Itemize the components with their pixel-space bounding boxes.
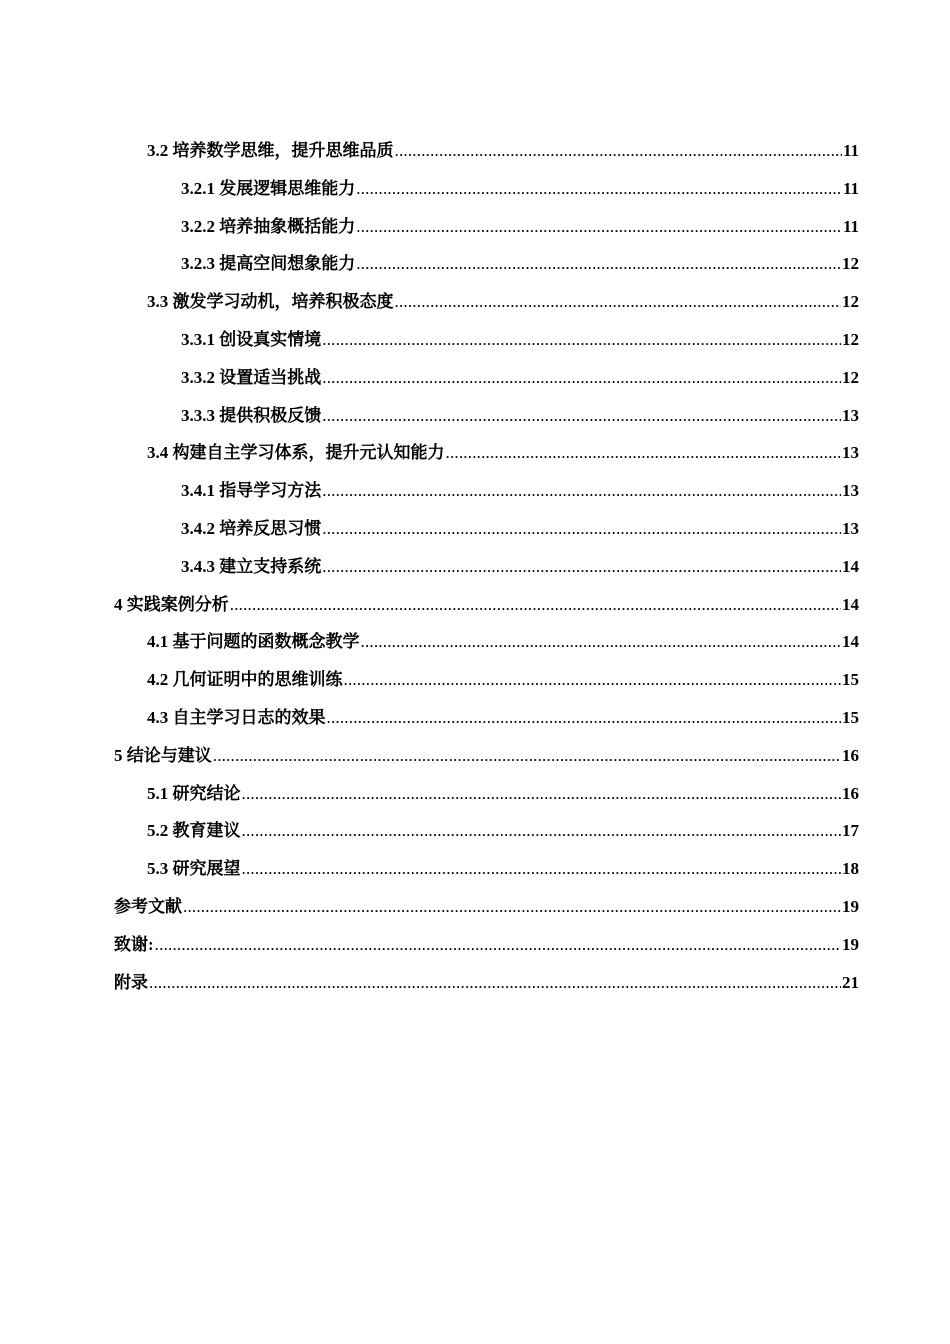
toc-entry[interactable] — [0, 587, 950, 625]
toc-page-number: 16 — [842, 745, 859, 765]
toc-dot-leader — [242, 813, 842, 849]
toc-entry[interactable] — [0, 889, 950, 927]
toc-dot-leader — [361, 624, 842, 660]
toc-dot-leader — [344, 662, 842, 698]
toc-page-number: 19 — [842, 934, 859, 954]
toc-entry-title: 3.3.3 提供积极反馈 — [181, 405, 322, 425]
toc-entry[interactable] — [0, 662, 950, 700]
toc-dot-leader — [242, 851, 842, 887]
toc-dot-leader — [322, 322, 841, 358]
toc-page-number: 12 — [842, 254, 859, 274]
toc-page-number: 13 — [842, 443, 859, 463]
toc-entry[interactable] — [0, 549, 950, 587]
toc-entry[interactable] — [0, 133, 950, 171]
toc-dot-leader — [356, 209, 842, 245]
toc-page-number: 15 — [842, 707, 859, 727]
toc-dot-leader — [230, 587, 841, 623]
toc-dot-leader — [322, 473, 841, 509]
toc-dot-leader — [155, 927, 841, 963]
toc-page-number: 14 — [842, 556, 859, 576]
toc-entry[interactable] — [0, 813, 950, 851]
toc-page-number: 14 — [842, 632, 859, 652]
toc-dot-leader — [322, 511, 841, 547]
toc-entry-title: 4 实践案例分析 — [114, 594, 229, 614]
toc-page-number: 15 — [842, 670, 859, 690]
toc-page-number: 18 — [842, 859, 859, 879]
toc-entry[interactable] — [0, 171, 950, 209]
toc-entry-title: 3.2.2 培养抽象概括能力 — [181, 216, 356, 236]
toc-entry-title: 致谢: — [114, 934, 154, 954]
toc-dot-leader — [356, 246, 841, 282]
toc-dot-leader — [322, 360, 841, 396]
toc-page-number: 19 — [842, 896, 859, 916]
toc-entry-title: 3.4.2 培养反思习惯 — [181, 518, 322, 538]
toc-entry-title: 5.3 研究展望 — [147, 859, 241, 879]
toc-entry-title: 5.2 教育建议 — [147, 821, 241, 841]
table-of-contents — [0, 133, 950, 1002]
toc-dot-leader — [395, 284, 842, 320]
toc-entry[interactable] — [0, 322, 950, 360]
toc-entry-title: 附录 — [114, 972, 148, 992]
toc-dot-leader — [183, 889, 841, 925]
toc-entry-title: 参考文献 — [114, 896, 182, 916]
toc-entry-title: 3.3.2 设置适当挑战 — [181, 367, 322, 387]
toc-entry[interactable] — [0, 360, 950, 398]
toc-entry[interactable] — [0, 435, 950, 473]
toc-entry-title: 4.1 基于问题的函数概念教学 — [147, 632, 360, 652]
toc-dot-leader — [213, 738, 841, 774]
toc-dot-leader — [322, 398, 841, 434]
toc-entry[interactable] — [0, 700, 950, 738]
toc-entry-title: 3.4.3 建立支持系统 — [181, 556, 322, 576]
toc-entry[interactable] — [0, 511, 950, 549]
toc-entry[interactable] — [0, 965, 950, 1003]
toc-dot-leader — [322, 549, 841, 585]
toc-page-number: 11 — [842, 178, 859, 198]
toc-dot-leader — [242, 776, 842, 812]
toc-entry-title: 3.4 构建自主学习体系，提升元认知能力 — [147, 443, 445, 463]
toc-page-number: 11 — [842, 216, 859, 236]
toc-entry[interactable] — [0, 738, 950, 776]
toc-page-number: 13 — [842, 405, 859, 425]
toc-dot-leader — [149, 965, 841, 1001]
toc-dot-leader — [327, 700, 842, 736]
toc-page-number: 12 — [842, 367, 859, 387]
toc-entry-title: 3.2 培养数学思维，提升思维品质 — [147, 141, 394, 160]
toc-entry[interactable] — [0, 776, 950, 814]
toc-entry[interactable] — [0, 398, 950, 436]
toc-page-number: 12 — [842, 329, 859, 349]
toc-page-number: 14 — [842, 594, 859, 614]
toc-page-number: 16 — [842, 783, 859, 803]
toc-entry-title: 4.2 几何证明中的思维训练 — [147, 670, 343, 690]
toc-entry-title: 3.4.1 指导学习方法 — [181, 481, 322, 501]
toc-entry-title: 3.3.1 创设真实情境 — [181, 329, 322, 349]
toc-entry[interactable] — [0, 851, 950, 889]
toc-page-number: 12 — [842, 292, 859, 312]
toc-entry[interactable] — [0, 209, 950, 247]
toc-entry[interactable] — [0, 246, 950, 284]
toc-entry[interactable] — [0, 284, 950, 322]
toc-entry-title: 5 结论与建议 — [114, 745, 212, 765]
toc-entry[interactable] — [0, 624, 950, 662]
toc-entry-title: 3.2.1 发展逻辑思维能力 — [181, 178, 356, 198]
toc-dot-leader — [446, 435, 842, 471]
toc-page-number: 11 — [842, 141, 859, 160]
toc-dot-leader — [356, 171, 842, 207]
toc-entry-title: 4.3 自主学习日志的效果 — [147, 707, 326, 727]
toc-dot-leader — [395, 133, 842, 169]
toc-page-number: 13 — [842, 518, 859, 538]
toc-entry-title: 5.1 研究结论 — [147, 783, 241, 803]
toc-entry[interactable] — [0, 473, 950, 511]
toc-page-number: 13 — [842, 481, 859, 501]
toc-page-number: 21 — [842, 972, 859, 992]
toc-entry-title: 3.2.3 提高空间想象能力 — [181, 254, 356, 274]
toc-entry[interactable] — [0, 927, 950, 965]
toc-entry-title: 3.3 激发学习动机，培养积极态度 — [147, 292, 394, 312]
toc-page-number: 17 — [842, 821, 859, 841]
